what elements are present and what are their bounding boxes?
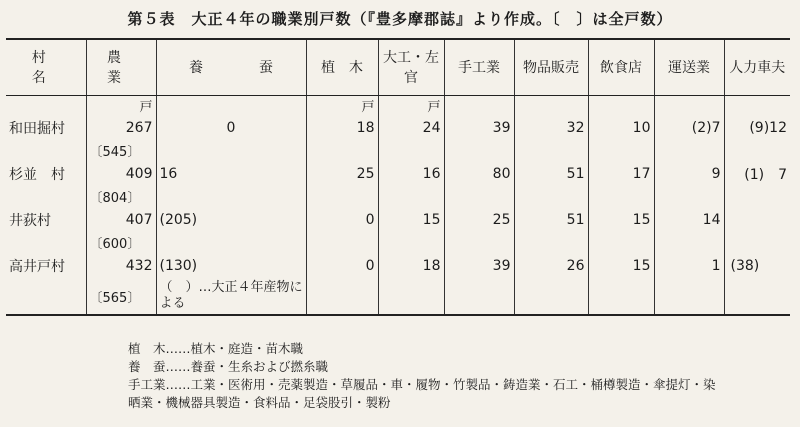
cell-carpenter: 15 (378, 207, 444, 233)
cell-food: 17 (588, 161, 654, 187)
total-row (6, 279, 790, 315)
cell-handicraft: 39 (444, 253, 514, 279)
header-sericulture: 養 蚕 (156, 39, 306, 95)
footnote-line: 植 木……植木・庭造・苗木職 (128, 341, 304, 356)
cell-gardening: 0 (306, 253, 378, 279)
table-note: （ ）…大正４年産物による (156, 279, 306, 315)
total-row (6, 233, 790, 253)
cell-transport: 1 (654, 253, 724, 279)
cell-rickshaw: (38) (724, 253, 790, 279)
village-name: 高井戸村 (9, 258, 65, 275)
occupation-table (6, 38, 790, 316)
header-retail: 物品販売 (514, 39, 588, 95)
cell-transport: 14 (654, 207, 724, 233)
cell-sericulture: 0 (156, 115, 306, 141)
cell-handicraft: 39 (444, 115, 514, 141)
header-rickshaw: 人力車夫 (724, 39, 790, 95)
cell-handicraft: 80 (444, 161, 514, 187)
cell-retail: 51 (514, 161, 588, 187)
cell-food: 10 (588, 115, 654, 141)
village-name: 和田掘村 (9, 120, 65, 137)
cell-retail: 32 (514, 115, 588, 141)
cell-farming: 409 (86, 161, 156, 187)
cell-farming: 267 (86, 115, 156, 141)
cell-handicraft: 25 (444, 207, 514, 233)
village-name: 井荻村 (9, 212, 51, 229)
footnote-line: 晒業・機械器具製造・食料品・足袋股引・製粉 (128, 395, 391, 410)
cell-gardening: 25 (306, 161, 378, 187)
cell-rickshaw: (9)12 (724, 115, 790, 141)
cell-carpenter: 16 (378, 161, 444, 187)
cell-transport: (2)7 (654, 115, 724, 141)
unit-label: 戸 (378, 95, 444, 115)
table-row (6, 207, 790, 233)
cell-carpenter: 24 (378, 115, 444, 141)
cell-sericulture: (130) (156, 253, 306, 279)
table-title: 第５表 大正４年の職業別戸数（『豊多摩郡誌』より作成。〔 〕は全戸数） (127, 10, 673, 28)
cell-rickshaw: (1) 7 (724, 161, 790, 187)
footnote-line: 手工業……工業・医術用・売薬製造・草履品・車・履物・竹製品・鋳造業・石工・桶樽製造・傘提灯・染 (128, 377, 716, 392)
cell-carpenter: 18 (378, 253, 444, 279)
total-row (6, 187, 790, 207)
cell-food: 15 (588, 207, 654, 233)
cell-retail: 26 (514, 253, 588, 279)
cell-retail: 51 (514, 207, 588, 233)
cell-sericulture: (205) (156, 207, 306, 233)
unit-row (6, 95, 790, 115)
table-row (6, 253, 790, 279)
cell-sericulture: 16 (156, 161, 306, 187)
unit-label: 戸 (306, 95, 378, 115)
cell-gardening: 0 (306, 207, 378, 233)
header-handicraft: 手工業 (444, 39, 514, 95)
cell-transport: 9 (654, 161, 724, 187)
total-households: 〔565〕 (86, 279, 156, 315)
cell-rickshaw (724, 207, 790, 233)
footnote-line: 養 蚕……養蚕・生糸および撚糸職 (128, 359, 329, 374)
unit-label: 戸 (86, 95, 156, 115)
header-village: 村 名 (6, 39, 86, 95)
total-households: 〔545〕 (86, 141, 156, 161)
total-households: 〔804〕 (86, 187, 156, 207)
cell-food: 15 (588, 253, 654, 279)
header-farming: 農 業 (86, 39, 156, 95)
header-row (6, 39, 790, 95)
cell-gardening: 18 (306, 115, 378, 141)
village-name: 杉並 村 (9, 166, 65, 183)
header-gardening: 植 木 (306, 39, 378, 95)
cell-farming: 407 (86, 207, 156, 233)
header-transport: 運送業 (654, 39, 724, 95)
cell-farming: 432 (86, 253, 156, 279)
table-row (6, 115, 790, 141)
header-carpenter: 大工・左官 (378, 39, 444, 95)
header-food: 飲食店 (588, 39, 654, 95)
footnotes (128, 340, 798, 412)
total-households: 〔600〕 (86, 233, 156, 253)
total-row (6, 141, 790, 161)
table-row (6, 161, 790, 187)
